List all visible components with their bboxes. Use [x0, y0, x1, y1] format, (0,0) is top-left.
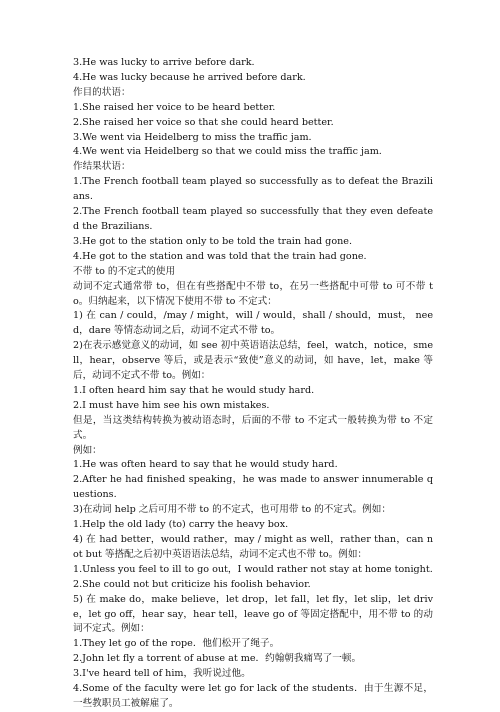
- section-heading: 作目的状语：: [73, 86, 131, 98]
- paragraph: 3)在动词 help 之后可用不带 to 的不定式，也可用带 to 的不定式。例如：: [73, 504, 391, 516]
- text-line: 1.Help the old lady (to) carry the heavy box.: [73, 519, 289, 531]
- paragraph: 但是，当这类结构转换为被动语态时，后面的不带 to 不定式一般转换为带 to 不定式。: [73, 414, 433, 441]
- text-line: 2.She could not but criticize his foolish behavior.: [73, 578, 311, 590]
- text-line: 4.He got to the station and was told that the train had gone.: [73, 250, 367, 262]
- text-line: 3.I've heard tell of him，我听说过他。: [73, 668, 251, 680]
- text-line: 3.He was lucky to arrive before dark.: [73, 57, 255, 68]
- paragraph: 5) 在 make do，make believe，let drop，let fall，let fly，let slip，let drive，let go off，hear say，hear tell，leave go of 等固定搭配中，用不带 to 的动词不定式。例如：: [73, 593, 433, 635]
- text-line: 4.He was lucky because he arrived before dark.: [73, 71, 306, 83]
- text-line: 2.She raised her voice so that she could heard better.: [73, 116, 334, 128]
- section-heading: 作结果状语：: [73, 161, 131, 173]
- paragraph: 4.Some of the faculty were let go for lack of the students．由于生源不足，一些教职员工被解雇了。: [73, 683, 433, 709]
- paragraph: 动词不定式通常带 to，但在有些搭配中不带 to，在另一些搭配中可带 to 可不带 to。归纳起来，以下情况下使用不带 to 不定式：: [73, 280, 433, 307]
- text-line: 1.Unless you feel to ill to go out，I would rather not stay at home tonight.: [73, 563, 433, 575]
- paragraph: 4) 在 had better，would rather，may / might as well，rather than，can not but 等搭配之后初中英语语法总结，动词不定式也不带 to。例如：: [73, 534, 433, 560]
- text-line: 2.The French football team played so successfully that they even defeated the Brazilians.: [73, 206, 433, 232]
- text-line: 1.He was often heard to say that he would study hard.: [73, 459, 338, 471]
- paragraph: 2)在表示感觉意义的动词，如 see 初中英语语法总结，feel，watch，notice，smell，hear，observe 等后，或是表示“致使”意义的动词，如 have，let，make 等后，动词不定式不带 to。例如：: [73, 340, 433, 382]
- text-line: 2.I must have him see his own mistakes.: [73, 399, 270, 411]
- paragraph: 1) 在 can / could，/may / might，will / would，shall / should，must， need，dare 等情态动词之后，动词不定式不带 to。: [73, 310, 433, 337]
- text-line: 3.He got to the station only to be told the train had gone.: [73, 235, 353, 247]
- text-line: 4.We went via Heidelberg so that we could miss the traffic jam.: [73, 146, 382, 158]
- text-line: 1.I often heard him say that he would study hard.: [73, 384, 315, 396]
- text-line: 1.The French football team played so successfully as to defeat the Brazilians.: [73, 176, 433, 203]
- document-page: [73, 56, 433, 712]
- text-line: 2.John let fly a torrent of abuse at me．约翰朝我痛骂了一顿。: [73, 653, 362, 665]
- text-line: 1.She raised her voice to be heard better.: [73, 101, 276, 113]
- text-line: 3.We went via Heidelberg to miss the traffic jam.: [73, 131, 312, 143]
- text-line: 2.After he had finished speaking，he was made to answer innumerable questions.: [73, 474, 433, 501]
- text-line: 1.They let go of the rope．他们松开了绳子。: [73, 638, 280, 650]
- text-line: 例如：: [73, 444, 102, 456]
- section-heading: 不带 to 的不定式的使用: [73, 265, 176, 277]
